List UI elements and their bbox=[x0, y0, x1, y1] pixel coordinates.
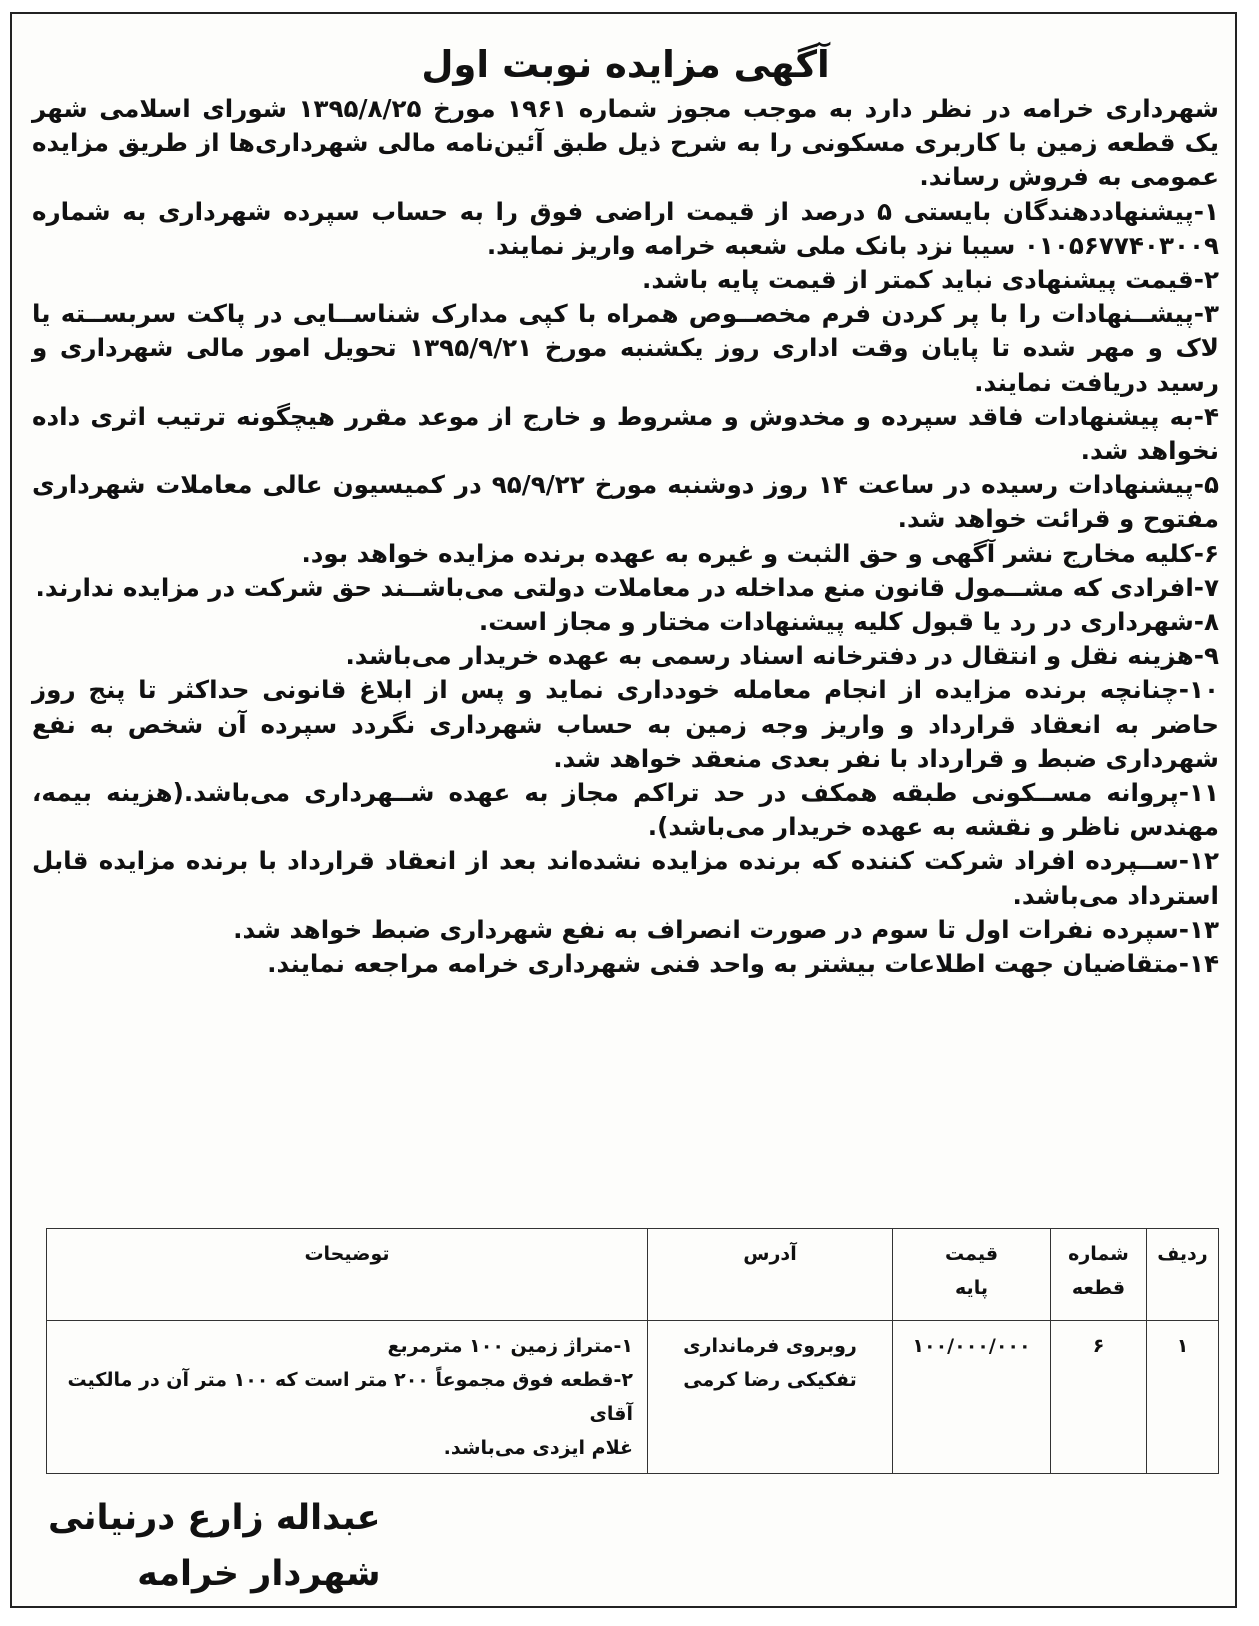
address-line2: تفکیکی رضا کرمی bbox=[683, 1369, 857, 1391]
condition-item-1: ۱-پیشنهاددهندگان بایستی ۵ درصد از قیمت اراضی فوق را به حساب سپرده شهرداری به شماره ۰۱۰۵۶۷۷۴۰۳۰۰۹ سیبا نزد بانک ملی شعبه خرامه واریز نمایند. bbox=[32, 196, 1219, 260]
condition-item-4: ۴-به پیشنهادات فاقد سپرده و مخدوش و مشروط و خارج از موعد مقرر هیچگونه ترتیب اثری داده نخواهد شد. bbox=[32, 401, 1219, 466]
cell-address bbox=[648, 1321, 893, 1474]
condition-item-5: ۵-پیشنهادات رسیده در ساعت ۱۴ روز دوشنبه مورخ ۹۵/۹/۲۲ در کمیسیون عالی معاملات شهرداری مفتوح و قرائت خواهد شد. bbox=[32, 470, 1219, 534]
header-lot-number bbox=[1051, 1229, 1147, 1321]
signatory-position: شهردار خرامه bbox=[137, 1554, 381, 1594]
condition-item-11: ۱۱-پروانه مســکونی طبقه همکف در حد تراکم مجاز به عهده شــهرداری می‌باشد.(هزینه بیمه، مهندس ناظر و نقشه به عهده خریدار می‌باشد). bbox=[32, 778, 1219, 842]
notice-frame bbox=[10, 12, 1237, 1608]
lots-table bbox=[46, 1228, 1219, 1474]
condition-item-12: ۱۲-ســپرده افراد شرکت کننده که برنده مزایده نشده‌اند بعد از انعقاد قرارداد با برنده مزایده قابل استرداد می‌باشد. bbox=[32, 846, 1219, 910]
header-lot-line2: قطعه bbox=[1071, 1277, 1126, 1299]
address-line1: روبروی فرمانداری bbox=[683, 1335, 857, 1357]
notice-intro: شهرداری خرامه در نظر دارد به موجب مجوز شماره ۱۹۶۱ مورخ ۱۳۹۵/۸/۲۵ شورای اسلامی شهر یک قطعه زمین با کاربری مسکونی را به شرح ذیل طبق آئین‌نامه مالی شهرداری‌ها از طریق مزایده عمومی به فروش رساند. bbox=[32, 94, 1219, 192]
condition-item-14: ۱۴-متقاضیان جهت اطلاعات بیشتر به واحد فنی شهرداری خرامه مراجعه نمایند. bbox=[267, 949, 1219, 979]
condition-item-2: ۲-قیمت پیشنهادی نباید کمتر از قیمت پایه باشد. bbox=[642, 265, 1219, 295]
condition-item-6: ۶-کلیه مخارج نشر آگهی و حق الثبت و غیره به عهده برنده مزایده خواهد بود. bbox=[301, 538, 1219, 568]
notice-title: آگهی مزایده نوبت اول bbox=[421, 43, 830, 86]
description-line3: غلام ایزدی می‌باشد. bbox=[443, 1437, 633, 1459]
signatory-name: عبداله زارع درنیانی bbox=[48, 1498, 381, 1538]
header-price-line2: پایه bbox=[955, 1277, 988, 1299]
condition-item-3: ۳-پیشــنهادات را با پر کردن فرم مخصــوص همراه با کپی مدارک شناســایی در پاکت سربســته یا لاک و مهر شده تا پایان وقت اداری روز یکشنبه مورخ ۱۳۹۵/۹/۲۱ تحویل امور مالی شهرداری و رسید دریافت نمایند. bbox=[32, 299, 1219, 397]
header-description: توضیحات bbox=[47, 1229, 648, 1321]
cell-description bbox=[47, 1321, 648, 1474]
header-row-number: ردیف bbox=[1147, 1229, 1219, 1321]
condition-item-8: ۸-شهرداری در رد یا قبول کلیه پیشنهادات مختار و مجاز است. bbox=[478, 607, 1219, 637]
signature-block bbox=[48, 1490, 381, 1602]
header-price-line1: قیمت bbox=[944, 1243, 999, 1265]
cell-row-number: ۱ bbox=[1147, 1321, 1219, 1474]
notice-body bbox=[32, 92, 1219, 981]
table-row bbox=[47, 1321, 1219, 1474]
condition-item-7: ۷-افرادی که مشــمول قانون منع مداخله در معاملات دولتی می‌باشــند حق شرکت در مزایده ندارند. bbox=[35, 572, 1219, 602]
header-base-price bbox=[893, 1229, 1051, 1321]
cell-base-price: ۱۰۰/۰۰۰/۰۰۰ bbox=[893, 1321, 1051, 1474]
condition-item-9: ۹-هزینه نقل و انتقال در دفترخانه اسناد رسمی به عهده خریدار می‌باشد. bbox=[345, 641, 1219, 671]
header-address: آدرس bbox=[648, 1229, 893, 1321]
header-lot-line1: شماره bbox=[1068, 1243, 1129, 1265]
description-line1: ۱-متراژ زمین ۱۰۰ مترمربع bbox=[387, 1335, 633, 1357]
cell-lot-number: ۶ bbox=[1051, 1321, 1147, 1474]
condition-item-13: ۱۳-سپرده نفرات اول تا سوم در صورت انصراف به نفع شهرداری ضبط خواهد شد. bbox=[233, 914, 1219, 944]
condition-item-10: ۱۰-چنانچه برنده مزایده از انجام معامله خودداری نماید و پس از ابلاغ قانونی حداکثر تا پنج روز حاضر به انعقاد قرارداد و واریز وجه زمین به حساب شهرداری نگردد سپرده آن شخص به نفع شهرداری ضبط و قرارداد با نفر بعدی منعقد خواهد شد. bbox=[32, 675, 1219, 773]
table-header-row bbox=[47, 1229, 1219, 1321]
description-line2: ۲-قطعه فوق مجموعاً ۲۰۰ متر است که ۱۰۰ متر آن در مالکیت آقای bbox=[67, 1369, 633, 1425]
notice-content bbox=[32, 14, 1219, 981]
